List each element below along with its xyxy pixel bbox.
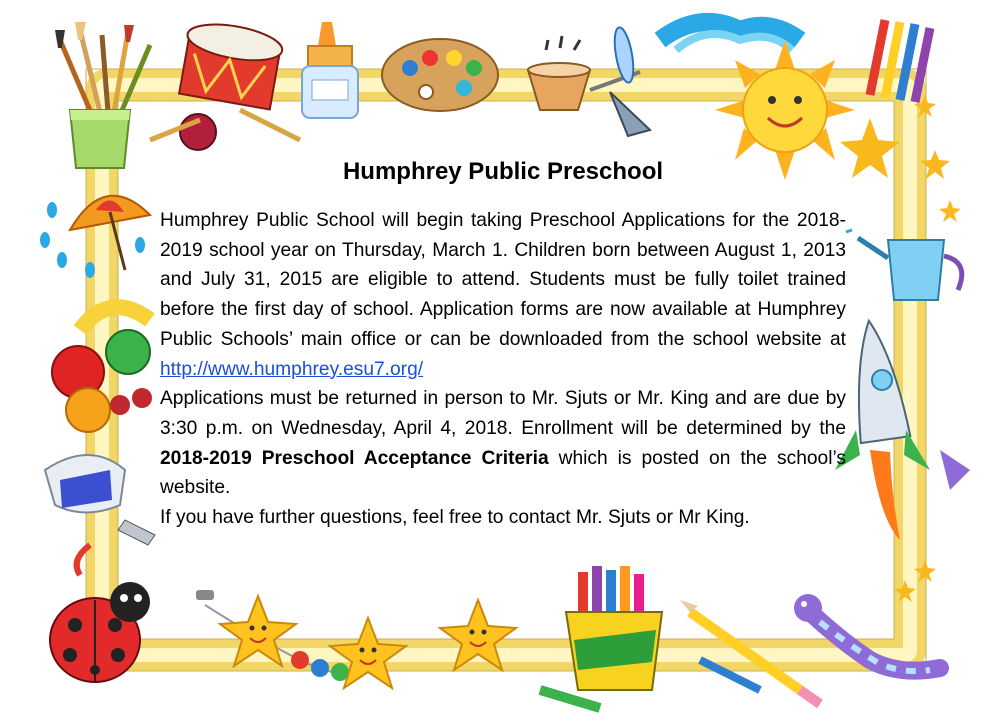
intro-paragraph (160, 206, 846, 384)
school-website-link[interactable]: http://www.humphrey.esu7.org/ (160, 358, 424, 380)
deadline-paragraph (160, 384, 846, 503)
announcement-body (160, 206, 846, 533)
contact-paragraph: If you have further questions, feel free to contact Mr. Sjuts or Mr King. (160, 507, 750, 529)
intro-text: Humphrey Public School will begin taking Preschool Applications for the 2018-2019 school year on Thursday, March 1. Children born between August 1, 2013 and July 31, 2015 are eligible to attend. Students must be fully toilet trained before the first day of school. Application forms are now available at Humphrey Public Schools’ main office or can be downloaded from the school website at (160, 210, 846, 350)
paint-palette-icon (382, 39, 498, 111)
glue-bottle-icon (302, 22, 358, 118)
page-title: Humphrey Public Preschool (342, 158, 664, 185)
acceptance-criteria-text: 2018-2019 Preschool Acceptance Criteria (160, 447, 549, 469)
deadline-text: Applications must be returned in person to Mr. Sjuts or Mr. King and are due by 3:30 p.m. on Wednesday, April 4, 2018. Enrollment will be determined by the (160, 388, 846, 439)
criteria-posted-text: which is posted on the school’s website. (160, 447, 846, 499)
rainbow-icon (660, 22, 800, 50)
